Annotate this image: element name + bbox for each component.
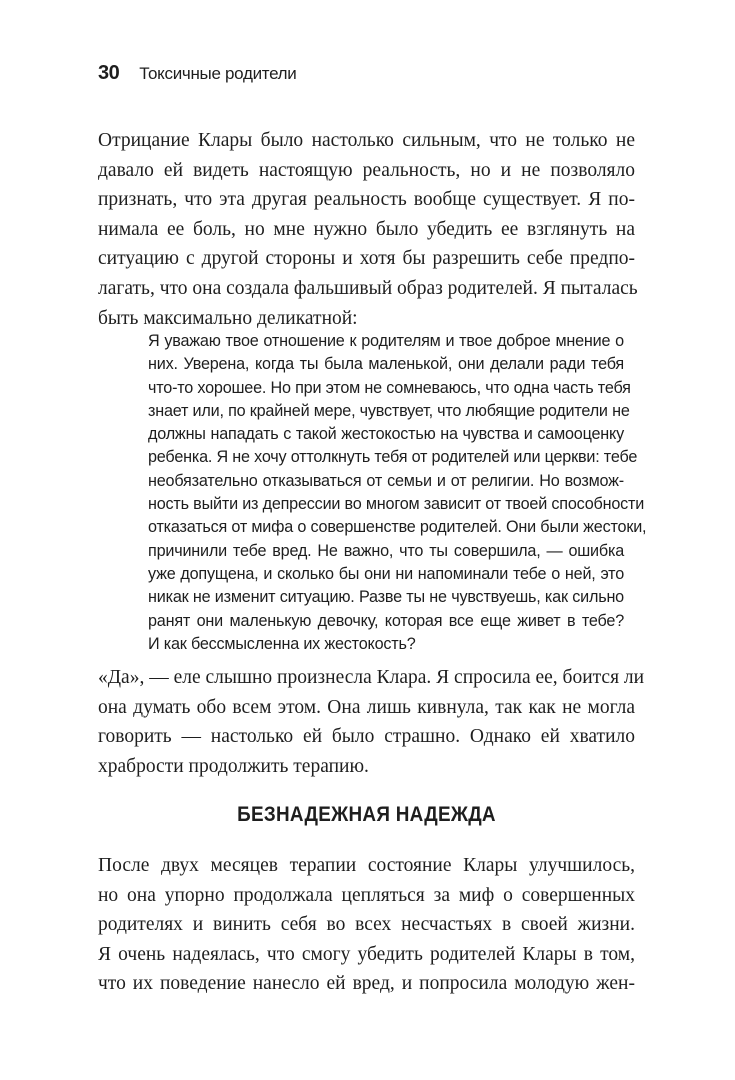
text-line: что их поведение нанесло ей вред, и попросила молодую жен- bbox=[98, 973, 635, 995]
quote-line: ребенка. Я не хочу оттолкнуть тебя от родителей или церкви: тебе bbox=[148, 448, 638, 467]
text-line: Я очень надеялась, что смогу убедить родителей Клары в том, bbox=[98, 943, 635, 965]
block-quote bbox=[148, 330, 647, 656]
text-line: нимала ее боль, но мне нужно было убедить ее взглянуть на bbox=[98, 218, 635, 240]
quote-line: уже допущена, и сколько бы они ни напоминали тебе о ней, это bbox=[148, 564, 624, 583]
quote-line: отказаться от мифа о совершенстве родителей. Они были жестоки, bbox=[148, 518, 647, 537]
text-line: давало ей видеть настоящую реальность, но и не позволяло bbox=[98, 159, 635, 181]
quote-line: что-то хорошее. Но при этом не сомневаюсь, что одна часть тебя bbox=[148, 378, 631, 397]
page-number: 30 bbox=[98, 62, 120, 84]
text-line: но она упорно продолжала цепляться за миф о совершенных bbox=[98, 884, 635, 906]
quote-line: никак не изменит ситуацию. Разве ты не чувствуешь, как сильно bbox=[148, 588, 624, 607]
section-heading: БЕЗНАДЕЖНАЯ НАДЕЖДА bbox=[237, 803, 496, 826]
running-header bbox=[98, 62, 296, 85]
text-line: ситуацию с другой стороны и хотя бы разрешить себе предпо- bbox=[98, 248, 635, 270]
text-line: она думать обо всем этом. Она лишь кивнула, так как не могла bbox=[98, 696, 635, 718]
quote-line: знает или, по крайней мере, чувствует, что любящие родители не bbox=[148, 401, 630, 420]
quote-line: них. Уверена, когда ты была маленькой, они делали ради тебя bbox=[148, 355, 624, 374]
paragraph-3 bbox=[98, 851, 635, 999]
text-line: «Да», — еле слышно произнесла Клара. Я спросила ее, боится ли bbox=[98, 667, 645, 688]
paragraph-2 bbox=[98, 663, 645, 781]
quote-line: должны нападать с такой жестокостью на чувства и самооценку bbox=[148, 425, 624, 444]
quote-line: ность выйти из депрессии во многом зависит от твоей способности bbox=[148, 495, 645, 514]
quote-line: ранят они маленькую девочку, которая все еще живет в тебе? bbox=[148, 611, 624, 630]
text-line: храбрости продолжить терапию. bbox=[98, 755, 369, 777]
book-title: Токсичные родители bbox=[139, 64, 297, 83]
text-line: После двух месяцев терапии состояние Клары улучшилось, bbox=[98, 855, 635, 876]
text-line: Отрицание Клары было настолько сильным, что не только не bbox=[98, 130, 635, 151]
paragraph-1 bbox=[98, 126, 638, 333]
text-line: быть максимально деликатной: bbox=[98, 307, 358, 329]
quote-line: необязательно отказываться от семьи и от религии. Но возмож- bbox=[148, 471, 624, 490]
text-line: говорить — настолько ей было страшно. Однако ей хватило bbox=[98, 726, 635, 748]
quote-line: Я уважаю твое отношение к родителям и твое доброе мнение о bbox=[148, 332, 624, 350]
text-line: лагать, что она создала фальшивый образ родителей. Я пыталась bbox=[98, 277, 638, 299]
text-line: признать, что эта другая реальность вообще существует. Я по- bbox=[98, 189, 635, 211]
text-line: родителях и винить себя во всех несчастьях в своей жизни. bbox=[98, 914, 635, 936]
quote-line: причинили тебе вред. Не важно, что ты совершила, — ошибка bbox=[148, 541, 624, 560]
quote-line: И как бессмысленна их жестокость? bbox=[148, 634, 416, 653]
